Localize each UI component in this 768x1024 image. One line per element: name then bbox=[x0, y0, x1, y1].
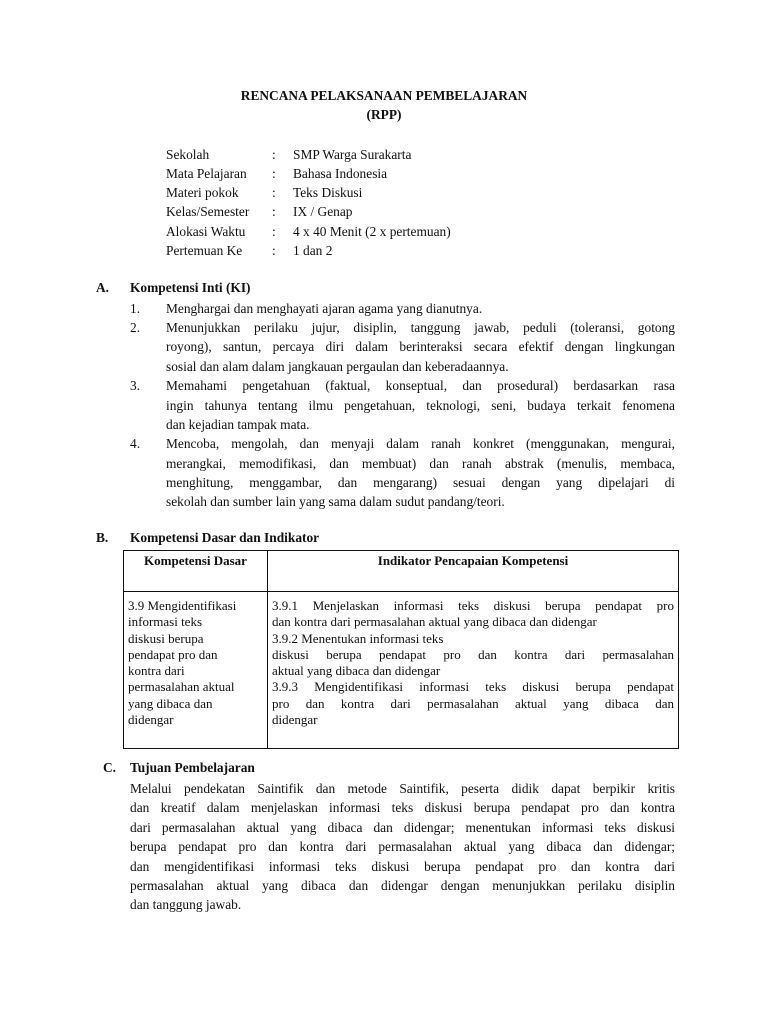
list-item-line: sosial dan alam dalam jangkauan pergaulan dan keberadaannya. bbox=[166, 359, 509, 374]
section-title: Kompetensi Dasar dan Indikator bbox=[130, 530, 320, 545]
section-title: Tujuan Pembelajaran bbox=[130, 760, 255, 775]
kd-line: 3.9 Mengidentifikasi bbox=[128, 598, 237, 613]
list-item-line: royong), santun, percaya diri dalam berinteraksi secara efektif dengan lingkungan bbox=[166, 339, 675, 354]
identity-label: Mata Pelajaran bbox=[166, 166, 247, 181]
indicator-line: diskusi berupa pendapat pro dan kontra dari permasalahan bbox=[272, 646, 674, 662]
identity-colon: : bbox=[272, 204, 276, 219]
section-letter: B. bbox=[96, 530, 109, 545]
identity-label: Alokasi Waktu bbox=[166, 224, 246, 239]
list-item-line: dan kejadian tampak mata. bbox=[166, 417, 310, 432]
indicator-line: 3.9.1 Menjelaskan informasi teks diskusi berupa pendapat pro bbox=[272, 598, 674, 613]
identity-colon: : bbox=[272, 185, 276, 200]
list-number: 2. bbox=[130, 320, 141, 335]
identity-label: Pertemuan Ke bbox=[166, 243, 243, 258]
identity-label: Materi pokok bbox=[166, 185, 239, 200]
indicator-line: aktual yang dibaca dan didengar bbox=[272, 663, 441, 679]
indicator-line: 3.9.3 Mengidentifikasi informasi teks diskusi berupa pendapat bbox=[272, 679, 674, 695]
kd-line: permasalahan aktual bbox=[128, 679, 235, 695]
identity-colon: : bbox=[272, 224, 276, 239]
kd-indicator-table bbox=[123, 550, 679, 749]
table-header-kd: Kompetensi Dasar bbox=[124, 551, 268, 592]
identity-value: SMP Warga Surakarta bbox=[293, 147, 412, 162]
paragraph-line: dan tanggung jawab. bbox=[130, 897, 242, 913]
list-item-line: Memahami pengetahuan (faktual, konseptual, dan prosedural) berdasarkan rasa bbox=[166, 378, 675, 393]
paragraph-line: dan mengidentifikasi informasi teks diskusi berupa pendapat pro dan kontra dari bbox=[130, 858, 675, 874]
kd-line: didengar bbox=[128, 712, 174, 728]
identity-value: 4 x 40 Menit (2 x pertemuan) bbox=[293, 224, 451, 239]
identity-colon: : bbox=[272, 166, 276, 181]
list-number: 3. bbox=[130, 378, 141, 393]
kd-line: diskusi berupa bbox=[128, 630, 204, 646]
section-title: Kompetensi Inti (KI) bbox=[130, 280, 251, 295]
paragraph-line: berupa pendapat pro dan kontra dari permasalahan aktual yang dibaca dan didengar; bbox=[130, 839, 675, 855]
paragraph-line: dari permasalahan aktual yang dibaca dan didengar; menentukan informasi teks diskusi bbox=[130, 819, 675, 835]
paragraph-line: dan kreatif dalam menjelaskan informasi teks diskusi berupa pendapat pro dan kontra bbox=[130, 800, 675, 816]
identity-value: IX / Genap bbox=[293, 204, 353, 219]
document-title: RENCANA PELAKSANAAN PEMBELAJARAN bbox=[240, 88, 528, 103]
section-letter: A. bbox=[96, 280, 110, 295]
document-subtitle: (RPP) bbox=[366, 107, 402, 122]
indicator-line: 3.9.2 Menentukan informasi teks bbox=[272, 630, 444, 646]
indicator-line: pro dan kontra dari permasalahan aktual yang dibaca dan bbox=[272, 695, 674, 711]
list-number: 1. bbox=[130, 301, 141, 316]
identity-value: Bahasa Indonesia bbox=[293, 166, 388, 181]
list-item-line: Menunjukkan perilaku jujur, disiplin, tanggung jawab, peduli (toleransi, gotong bbox=[166, 320, 675, 335]
identity-colon: : bbox=[272, 147, 276, 162]
list-item-line: merangkai, memodifikasi, dan membuat) dan ranah abstrak (menulis, membaca, bbox=[166, 456, 675, 471]
list-item-line: menghitung, menggambar, dan mengarang) sesuai dengan yang dipelajari di bbox=[166, 475, 675, 490]
kd-cell bbox=[124, 592, 268, 749]
list-number: 4. bbox=[130, 436, 141, 451]
paragraph-line: Melalui pendekatan Saintifik dan metode Saintifik, peserta didik dapat berpikir kritis bbox=[130, 781, 675, 796]
identity-colon: : bbox=[272, 243, 276, 258]
section-letter: C. bbox=[103, 760, 117, 775]
list-item-line: ingin tahunya tentang ilmu pengetahuan, teknologi, seni, budaya terkait fenomena bbox=[166, 398, 675, 413]
table-header-indicator: Indikator Pencapaian Kompetensi bbox=[268, 551, 679, 592]
kd-line: pendapat pro dan bbox=[128, 646, 218, 662]
learning-objective-paragraph bbox=[130, 779, 675, 915]
identity-value: 1 dan 2 bbox=[293, 243, 333, 258]
kd-line: yang dibaca dan bbox=[128, 695, 213, 711]
list-item-line: Mencoba, mengolah, dan menyaji dalam ranah konkret (menggunakan, mengurai, bbox=[166, 436, 675, 451]
list-item-line: sekolah dan sumber lain yang sama dalam sudut pandang/teori. bbox=[166, 494, 505, 509]
indicator-line: dan kontra dari permasalahan aktual yang dibaca dan didengar bbox=[272, 614, 597, 630]
list-item-line: Menghargai dan menghayati ajaran agama yang dianutnya. bbox=[166, 301, 483, 316]
indicator-cell bbox=[268, 592, 679, 749]
identity-value: Teks Diskusi bbox=[293, 185, 363, 200]
indicator-line: didengar bbox=[272, 712, 318, 728]
kd-line: kontra dari bbox=[128, 663, 185, 679]
table-row bbox=[124, 592, 679, 749]
identity-label: Kelas/Semester bbox=[166, 204, 250, 219]
table-header-row bbox=[124, 551, 679, 592]
kd-line: informasi teks bbox=[128, 614, 203, 630]
identity-label: Sekolah bbox=[166, 147, 210, 162]
paragraph-line: permasalahan aktual yang dibaca dan didengar dengan menunjukkan perilaku disiplin bbox=[130, 877, 675, 893]
